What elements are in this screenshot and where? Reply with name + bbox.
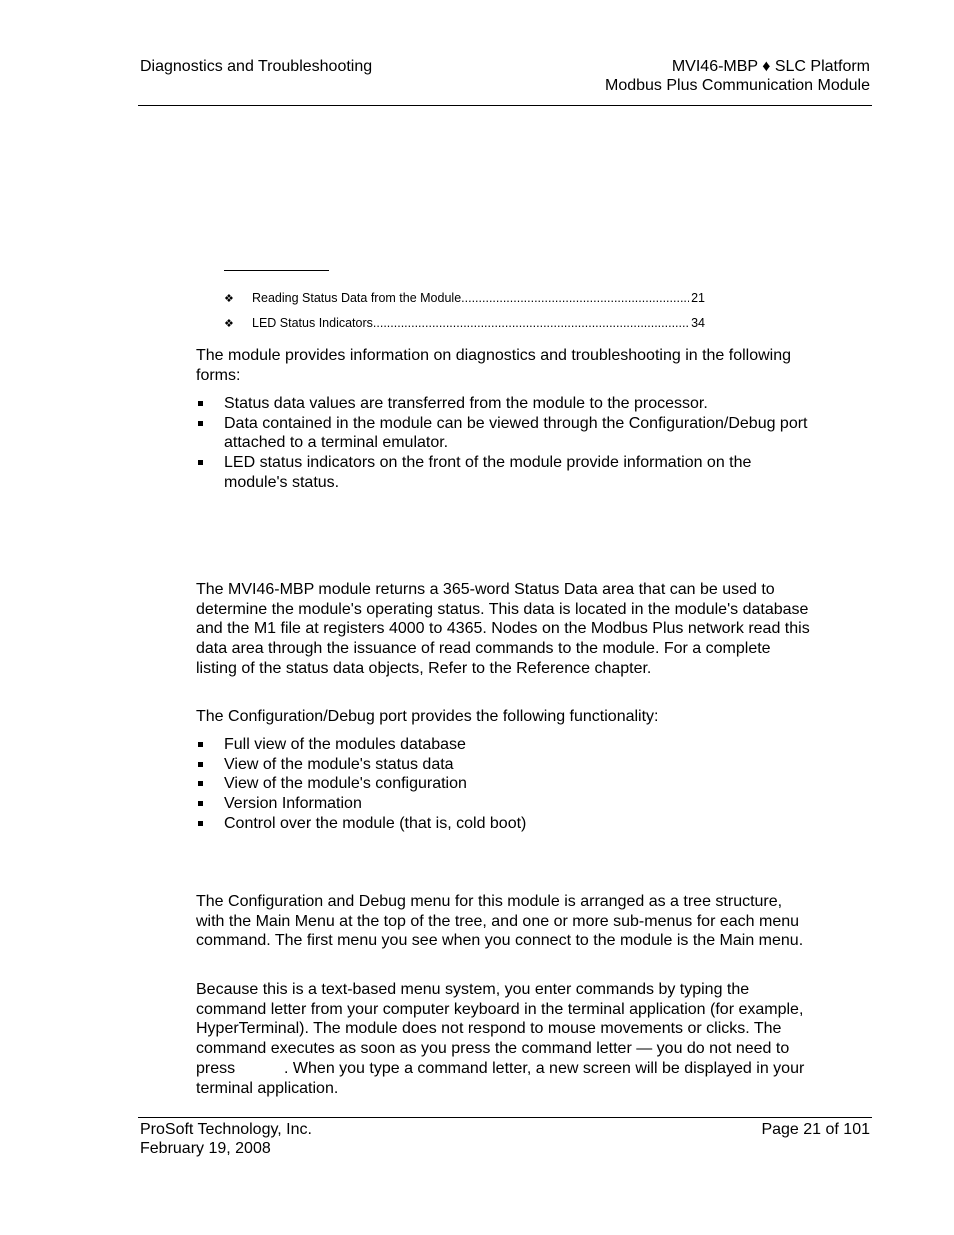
square-bullet-icon (198, 460, 203, 465)
list-item-text: LED status indicators on the front of the module provide information on the module's status. (224, 454, 752, 491)
debug-port-paragraph: The Configuration/Debug port provides the following functionality: (196, 708, 659, 725)
list-item (196, 794, 811, 814)
list-item (196, 814, 811, 834)
list-item (196, 453, 811, 492)
menu-structure-paragraph: The Configuration and Debug menu for this module is arranged as a tree structure, with the Main Menu at the top of the tree, and one or more sub-menus for each menu command. The first menu you see when you connect to the module is the Main menu. (196, 893, 804, 950)
square-bullet-icon (198, 401, 203, 406)
square-bullet-icon (198, 801, 203, 806)
list-item (196, 755, 811, 775)
list-item (196, 735, 811, 755)
square-bullet-icon (198, 762, 203, 767)
diamond-bullet-icon: ❖ (224, 293, 234, 305)
list-item-text: View of the module's status data (224, 755, 454, 773)
header-product-subtitle: Modbus Plus Communication Module (604, 77, 870, 94)
list-item-text: Control over the module (that is, cold boot) (224, 814, 527, 832)
list-item (196, 394, 811, 414)
toc-entry-page: 21 (691, 291, 705, 305)
footer-rule (138, 1117, 872, 1118)
list-item-text: Data contained in the module can be viewed through the Configuration/Debug port attached to a terminal emulator. (224, 414, 808, 452)
list-item-text: Status data values are transferred from the module to the processor. (224, 395, 708, 412)
debug-port-feature-list (196, 735, 811, 834)
toc-leader (461, 291, 689, 306)
list-item-text: Full view of the modules database (224, 736, 466, 753)
intro-paragraph: The module provides information on diagnostics and troubleshooting in the following forms: (196, 347, 792, 384)
intro-bullet-list (196, 394, 811, 493)
square-bullet-icon (198, 421, 203, 426)
list-item (196, 774, 811, 794)
toc-entry-page: 34 (691, 316, 705, 330)
square-bullet-icon (198, 742, 203, 747)
square-bullet-icon (198, 821, 203, 826)
list-item (196, 414, 811, 453)
diamond-bullet-icon: ❖ (224, 318, 234, 330)
menu-commands-paragraph: Because this is a text-based menu system, you enter commands by typing the command letter from your computer keyboard in the terminal application (for example, HyperTerminal). The module does not respond to mouse movements or clicks. The command executes as soon as you press the command letter — you do not need to press . When you type a command letter, a new screen will be displayed in your terminal application. (196, 981, 809, 1097)
list-item-text: View of the module's configuration (224, 775, 467, 793)
list-item-text: Version Information (224, 795, 362, 813)
header-section-title: Diagnostics and Troubleshooting (140, 58, 373, 75)
toc-rule (224, 270, 329, 271)
toc-entry-title: LED Status Indicators (252, 316, 373, 330)
toc-entry[interactable] (224, 316, 705, 332)
toc-entry-title: Reading Status Data from the Module (252, 291, 462, 305)
square-bullet-icon (198, 781, 203, 786)
header-product-title: MVI46-MBP ♦ SLC Platform (671, 58, 870, 75)
status-paragraph: The MVI46-MBP module returns a 365-word Status Data area that can be used to determine the module's operating status. This data is located in the module's database and the M1 file at registers 4000 to 4365. Nodes on the Modbus Plus network read this data area through the issuance of read commands to the module. For a complete listing of the status data objects, Refer to the Reference chapter. (196, 581, 810, 677)
footer-page-number: Page 21 of 101 (761, 1121, 870, 1138)
header-rule (138, 105, 872, 106)
toc-entry[interactable] (224, 291, 705, 307)
footer-date: February 19, 2008 (140, 1140, 271, 1157)
toc-leader (373, 316, 689, 331)
footer-company: ProSoft Technology, Inc. (140, 1121, 312, 1138)
